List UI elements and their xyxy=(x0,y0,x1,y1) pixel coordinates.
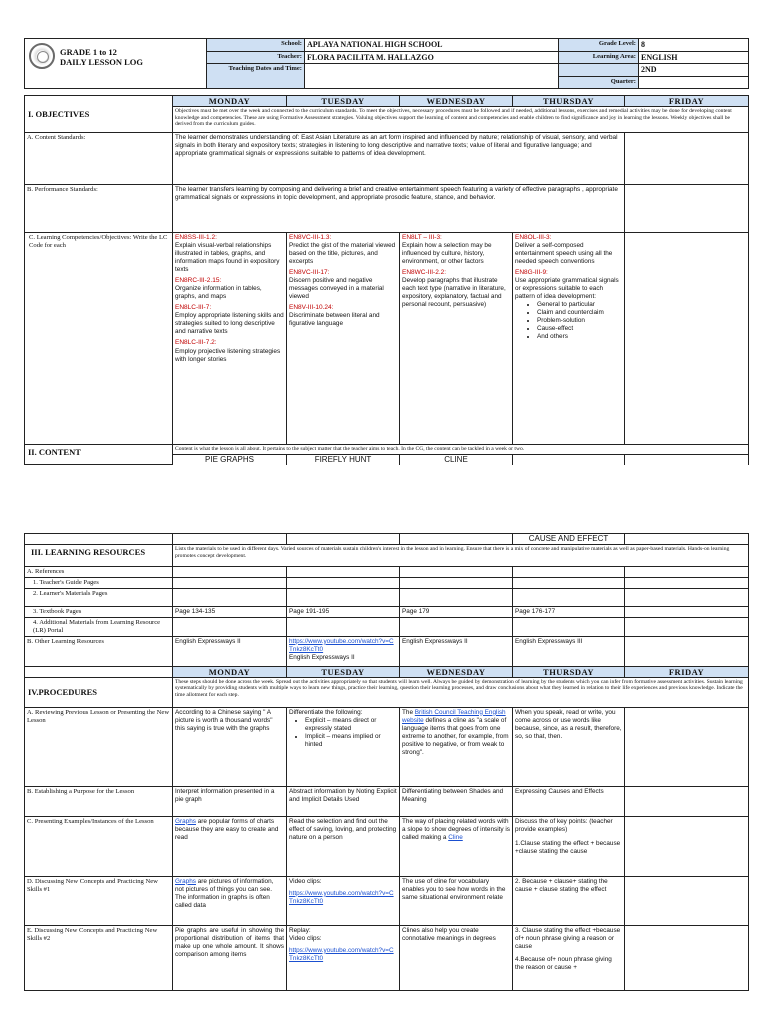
references-label: A. References xyxy=(25,567,173,578)
content-wednesday: CLINE xyxy=(400,455,513,465)
text: defines a cline as "a scale of language items that goes from one extreme to another, for example, from positive to negative, or from weak to strong". xyxy=(402,716,509,756)
competency: Discern positive and negative messages conveyed in a material viewed xyxy=(289,277,384,301)
proc-c-wednesday xyxy=(400,816,513,876)
day-wednesday: WEDNESDAY xyxy=(400,666,513,677)
competency: Employ projective listening strategies with longer stories xyxy=(175,347,281,363)
day-friday: FRIDAY xyxy=(625,96,749,107)
area-label: Learning Area: xyxy=(559,51,639,64)
title-cell xyxy=(25,39,207,89)
school-value: APLAYA NATIONAL HIGH SCHOOL xyxy=(305,39,559,52)
lm-cell xyxy=(513,588,625,606)
proc-c-thursday xyxy=(513,816,625,876)
title-line1: GRADE 1 to 12 xyxy=(60,47,117,57)
proc-e-tuesday xyxy=(287,925,400,990)
quarter-blank xyxy=(639,76,749,88)
objectives-table xyxy=(24,95,749,465)
quarter-value: 2ND xyxy=(639,64,749,77)
graphs-link[interactable]: Graphs xyxy=(175,877,196,885)
list-item: • Claim and counterclaim xyxy=(537,309,622,317)
am-cell xyxy=(173,617,287,636)
youtube-link[interactable]: https://www.youtube.com/watch?v=CTnkz8KcTt0 xyxy=(289,889,394,905)
proc-b-monday: Interpret information presented in a pie graph xyxy=(173,786,287,816)
code: EN8V-III-10.24: xyxy=(289,304,334,312)
other-tuesday xyxy=(287,636,400,666)
text: Video clips: xyxy=(289,934,322,942)
other-wednesday: English Expressways II xyxy=(400,636,513,666)
dates-value xyxy=(305,64,559,89)
text: 3. Clause stating the effect +because of+ noun phrase giving a reason or cause xyxy=(515,926,621,950)
learners-materials-label: 2. Learner's Materials Pages xyxy=(25,588,173,606)
text: are pictures of information, not pictures of things you can see. The information in graphs is often called data xyxy=(175,877,274,909)
competency: Discriminate between literal and figurative language xyxy=(289,312,380,328)
dates-label: Teaching Dates and Time: xyxy=(207,64,305,89)
proc-d-monday xyxy=(173,876,287,925)
proc-e-friday xyxy=(625,925,749,990)
content-standards-label: A. Content Standards: xyxy=(25,133,173,185)
resources-table xyxy=(24,533,749,991)
am-cell xyxy=(400,617,513,636)
text: Video clips: xyxy=(289,877,322,885)
competency: Predict the gist of the material viewed based on the title, pictures, and excerpts xyxy=(289,242,396,266)
teacher-value: FLORA PACILITA M. HALLAZGO xyxy=(305,51,559,64)
proc-b-thursday: Expressing Causes and Effects xyxy=(513,786,625,816)
lm-cell xyxy=(287,588,400,606)
content-friday xyxy=(625,455,749,465)
cont-blank-1 xyxy=(25,534,173,545)
day-wednesday: WEDNESDAY xyxy=(400,96,513,107)
proc-b-label: B. Establishing a Purpose for the Lesson xyxy=(25,786,173,816)
objectives-heading: I. OBJECTIVES xyxy=(25,96,173,133)
lm-cell xyxy=(625,588,749,606)
day-friday: FRIDAY xyxy=(625,666,749,677)
day-tuesday: TUESDAY xyxy=(287,666,400,677)
code: EN8LC-III-7: xyxy=(175,304,212,312)
proc-a-thursday: When you speak, read or write, you come across or use words like because, since, as a result, therefore, so, so that, then. xyxy=(513,707,625,786)
day-monday: MONDAY xyxy=(173,96,287,107)
ref-cell xyxy=(400,567,513,578)
title-line2: DAILY LESSON LOG xyxy=(60,57,143,67)
content-note: Content is what the lesson is all about. It pertains to the subject matter that the teacher aims to teach. In the CG, the content can be tackled in a week or two. xyxy=(173,445,749,455)
content-standards-text: The learner demonstrates understanding of: East Asian Literature as an art form inspired and influenced by nature; relationship of visual, sensory, and verbal signals in both literary and expository texts; strategies in listening to long descriptive and narrative texts; value of literal and figurative language; and appropriate grammatical signals or expressions suitable to patterns of idea development. xyxy=(173,133,625,185)
competencies-label: C. Learning Competencies/Objectives: Write the LC Code for each xyxy=(25,233,173,445)
performance-standards-friday xyxy=(625,185,749,233)
day-thursday: THURSDAY xyxy=(513,96,625,107)
day-blank xyxy=(25,666,173,677)
proc-d-label: D. Discussing New Concepts and Practicing New Skills #1 xyxy=(25,876,173,925)
proc-b-wednesday: Differentiating between Shades and Meaning xyxy=(400,786,513,816)
content-standards-friday xyxy=(625,133,749,185)
ref-cell xyxy=(173,567,287,578)
tg-cell xyxy=(625,577,749,588)
code: EN8WC-III-2.2: xyxy=(402,269,447,277)
code: EN8LT – III-3: xyxy=(402,234,442,241)
proc-d-wednesday: The use of cline for vocabulary enables you to see how words in the same situational environment relate xyxy=(400,876,513,925)
proc-c-friday xyxy=(625,816,749,876)
proc-a-friday xyxy=(625,707,749,786)
proc-e-monday: Pie graphs are useful in showing the proportional distribution of items that make up one whole amount. It shows comparison among items xyxy=(173,925,287,990)
code: EN8SS-III-1.2: xyxy=(175,234,217,241)
lm-cell xyxy=(400,588,513,606)
competencies-thursday xyxy=(513,233,625,445)
proc-e-wednesday: Clines also help you create connotative meanings in degrees xyxy=(400,925,513,990)
proc-c-label: C. Presenting Examples/Instances of the Lesson xyxy=(25,816,173,876)
performance-standards-text: The learner transfers learning by composing and delivering a brief and creative entertainment speech featuring a variety of effective paragraphs , appropriate grammatical signals or expressions in topic development, and appropriate prosodic feature, stance, and behavior. xyxy=(173,185,625,233)
proc-d-friday xyxy=(625,876,749,925)
list-item: • Implicit – means implied or hinted xyxy=(305,733,397,749)
text: The xyxy=(402,708,415,716)
code: EN8RC-III-2.15: xyxy=(175,277,222,285)
school-label: School: xyxy=(207,39,305,52)
proc-a-wednesday xyxy=(400,707,513,786)
grade-value: 8 xyxy=(639,39,749,52)
code: EN8LC-III-7.2: xyxy=(175,339,217,347)
teacher-label: Teacher: xyxy=(207,51,305,64)
list-item: • General to particular xyxy=(537,301,622,309)
list-item: • Explicit – means direct or expressly stated xyxy=(305,717,397,733)
proc-e-thursday xyxy=(513,925,625,990)
proc-a-tuesday-intro: Differentiate the following: xyxy=(289,708,363,716)
text: Discuss the of key points: (teacher provide examples) xyxy=(515,817,613,833)
graphs-link[interactable]: Graphs xyxy=(175,817,196,825)
other-resources-label: B. Other Learning Resources xyxy=(25,636,173,666)
list-item: • And others xyxy=(537,333,622,341)
grade-label: Grade Level: xyxy=(559,39,639,52)
day-thursday: THURSDAY xyxy=(513,666,625,677)
code: EN8VC-III-17: xyxy=(289,269,330,277)
cont-blank-4 xyxy=(400,534,513,545)
code: EN8G-III-9: xyxy=(515,269,548,277)
am-cell xyxy=(287,617,400,636)
objectives-note: Objectives must be met over the week and connected to the curriculum standards. To meet the objectives, necessary procedures must be followed and if needed, additional lessons, exercises and remedial activities may be done for developing content knowledge and competencies. These are using Formative Assessment strategies. Valuing objectives support the learning of content and competencies and enable children to find significance and joy in learning the lessons. Weekly objectives shall be derived from the curriculum guides. xyxy=(173,107,749,133)
competency: Employ appropriate listening skills and strategies suited to long descriptive and narrative texts xyxy=(175,312,284,336)
tg-cell xyxy=(513,577,625,588)
competencies-tuesday xyxy=(287,233,400,445)
competencies-friday xyxy=(625,233,749,445)
proc-d-tuesday xyxy=(287,876,400,925)
procedures-note: These steps should be done across the week. Spread out the activities appropriately so that students will learn well. Always be guided by demonstration of learning by the students which you can infer from formative assessment activities. Sustain learning systematically by providing students with multiple ways to learn new things, practice their learning, question their learning processes, and draw conclusions about what they learned in relation to their life experiences and previous knowledge. Indicate the time allotment for each step. xyxy=(173,677,749,707)
tg-cell xyxy=(287,577,400,588)
procedures-heading: IV.PROCEDURES xyxy=(25,677,173,707)
content-tuesday: FIREFLY HUNT xyxy=(287,455,400,465)
text: 1.Clause stating the effect + because +clause stating the cause xyxy=(515,839,621,855)
text: 4.Because of+ noun phrase giving the reason or cause + xyxy=(515,955,612,971)
cline-link[interactable]: Cline xyxy=(448,833,463,841)
ref-cell xyxy=(287,567,400,578)
text: The way of placing related words with a slope to show degrees of intensity is called making a xyxy=(402,817,510,841)
competency: Use appropriate grammatical signals or expressions suitable to each pattern of idea development: xyxy=(515,277,619,301)
tg-cell xyxy=(400,577,513,588)
content-thursday-continued: CAUSE AND EFFECT xyxy=(513,534,625,545)
am-cell xyxy=(513,617,625,636)
competency: Explain how a selection may be influenced by culture, history, environment, or other factors xyxy=(402,242,492,266)
day-monday: MONDAY xyxy=(173,666,287,677)
teachers-guide-label: 1. Teacher's Guide Pages xyxy=(25,577,173,588)
other-thursday: English Expressways III xyxy=(513,636,625,666)
textbook-tuesday: Page 191-195 xyxy=(287,606,400,617)
text: are popular forms of charts because they are easy to create and read xyxy=(175,817,279,841)
cont-blank-5 xyxy=(625,534,749,545)
additional-materials-label: 4. Additional Materials from Learning Resource (LR) Portal xyxy=(25,617,173,636)
ref-cell xyxy=(625,567,749,578)
proc-e-label: E. Discussing New Concepts and Practicing New Skills #2 xyxy=(25,925,173,990)
tg-cell xyxy=(173,577,287,588)
competency: Organize information in tables, graphs, and maps xyxy=(175,285,262,301)
textbook-friday xyxy=(625,606,749,617)
area-value: ENGLISH xyxy=(639,51,749,64)
proc-c-monday xyxy=(173,816,287,876)
content-heading: II. CONTENT xyxy=(25,445,173,465)
content-thursday xyxy=(513,455,625,465)
other-monday: English Expressways II xyxy=(173,636,287,666)
header-table xyxy=(24,38,749,89)
youtube-link[interactable]: https://www.youtube.com/watch?v=CTnkz8KcTt0 xyxy=(289,946,394,962)
textbook-monday: Page 134-135 xyxy=(173,606,287,617)
british-council-link[interactable]: British Council Teaching English website xyxy=(402,708,506,724)
blank-label xyxy=(559,64,639,77)
list-item: • Cause-effect xyxy=(537,325,622,333)
list-item: • Problem-solution xyxy=(537,317,622,325)
textbook-wednesday: Page 179 xyxy=(400,606,513,617)
cont-blank-2 xyxy=(173,534,287,545)
ref-cell xyxy=(513,567,625,578)
proc-a-monday: According to a Chinese saying " A picture is worth a thousand words" this saying is true with the graphs xyxy=(173,707,287,786)
proc-d-thursday: 2. Because + clause+ stating the cause + clause stating the effect xyxy=(513,876,625,925)
proc-a-tuesday xyxy=(287,707,400,786)
other-tuesday-text: English Expressways II xyxy=(289,653,355,661)
text: Replay: xyxy=(289,926,311,934)
youtube-link[interactable]: https://www.youtube.com/watch?v=CTnkz8KcTt0 xyxy=(289,637,394,653)
code: EN8OL-III-3: xyxy=(515,234,552,241)
am-cell xyxy=(625,617,749,636)
proc-b-tuesday: Abstract information by Noting Explicit and Implicit Details Used xyxy=(287,786,400,816)
quarter-label: Quarter: xyxy=(559,76,639,88)
competency: Deliver a self-composed entertainment speech using all the needed speech conventions xyxy=(515,242,613,266)
performance-standards-label: B. Performance Standards: xyxy=(25,185,173,233)
day-tuesday: TUESDAY xyxy=(287,96,400,107)
cont-blank-3 xyxy=(287,534,400,545)
textbook-thursday: Page 176-177 xyxy=(513,606,625,617)
bullet-list xyxy=(515,301,622,341)
competency: Develop paragraphs that illustrate each text type (narrative in literature, expository, explanatory, factual and personal recount, persuasive) xyxy=(402,277,506,309)
resources-heading: III. LEARNING RESOURCES xyxy=(25,545,173,567)
other-friday xyxy=(625,636,749,666)
bullet-list xyxy=(289,717,397,749)
proc-b-friday xyxy=(625,786,749,816)
code: EN8VC-III-1.3: xyxy=(289,234,332,241)
lm-cell xyxy=(173,588,287,606)
competencies-wednesday xyxy=(400,233,513,445)
proc-a-label: A. Reviewing Previous Lesson or Presenting the New Lesson xyxy=(25,707,173,786)
competencies-monday xyxy=(173,233,287,445)
proc-c-tuesday: Read the selection and find out the effect of saving, loving, and protecting nature on a person xyxy=(287,816,400,876)
textbook-label: 3. Textbook Pages xyxy=(25,606,173,617)
resources-note: Lists the materials to be used in different days. Varied sources of materials sustain children's interest in the lesson and in learning. Ensure that there is a mix of concrete and manipulative materials as well as paper-based materials. Hands-on learning promotes concept development. xyxy=(173,545,749,567)
content-monday: PIE GRAPHS xyxy=(173,455,287,465)
competency: Explain visual-verbal relationships illustrated in tables, graphs, and information maps found in expository texts xyxy=(175,242,280,274)
